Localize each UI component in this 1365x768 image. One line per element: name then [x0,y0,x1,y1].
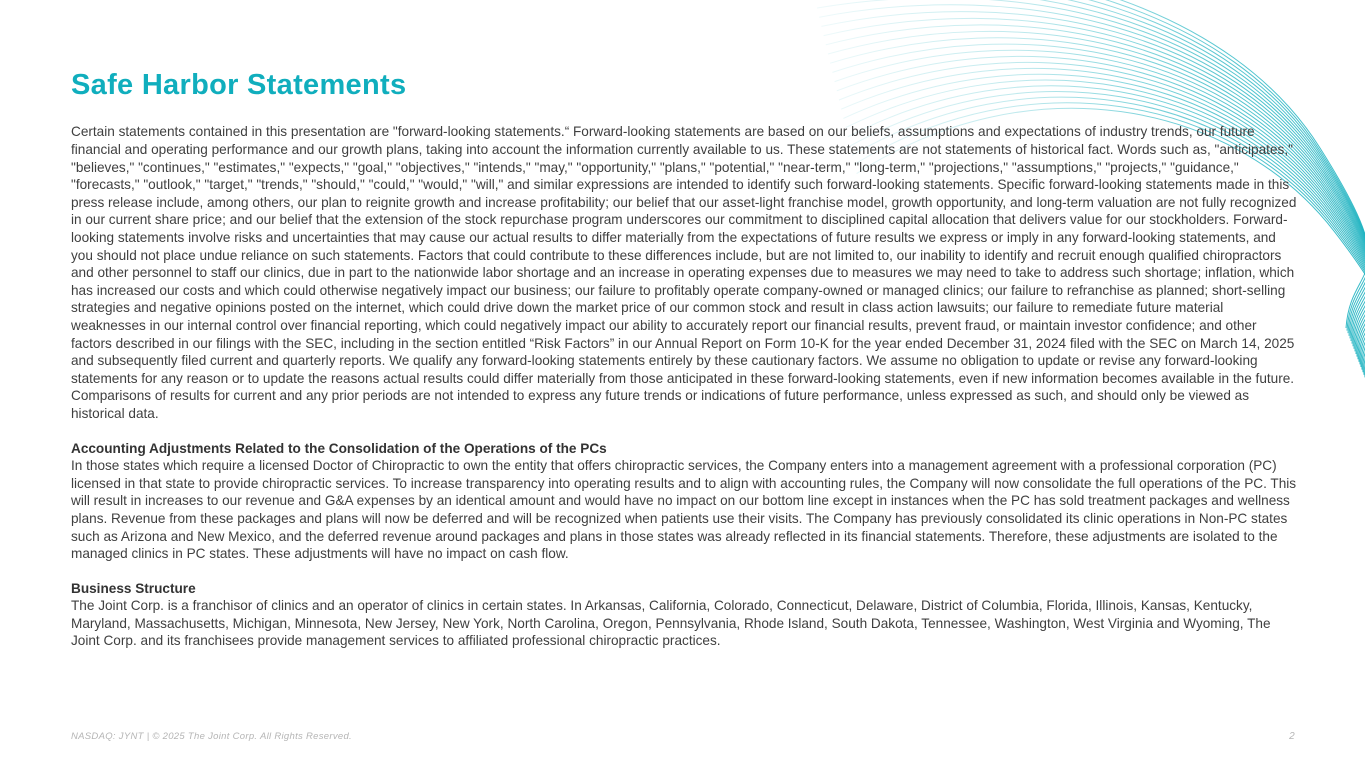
page-title: Safe Harbor Statements [71,69,407,101]
slide-content [71,70,1297,650]
safe-harbor-paragraph: Certain statements contained in this presentation are "forward-looking statements.“ Forward-looking statements are based on our beliefs, assumptions and expectations of industry trends, our future financial and operating performance and our growth plans, taking into account the information currently available to us. These statements are not statements of historical fact. Words such as, "anticipates," "believes," "continues," "estimates," "expects," "goal," "objectives," "intends," "may," "opportunity," "plans," "potential," "near-term," "long-term," "projections," "assumptions," "projects," "guidance," "forecasts," "outlook," "target," "trends," "should," "could," "would," "will," and similar expressions are intended to identify such forward-looking statements. Specific forward-looking statements made in this press release include, among others, our plan to reignite growth and increase profitability; our belief that our asset-light franchise model, growth opportunity, and long-term valuation are not fully recognized in our current share price; and our belief that the extension of the stock repurchase program underscores our commitment to disciplined capital allocation that delivers value for our stockholders. Forward-looking statements involve risks and uncertainties that may cause our actual results to differ materially from the expectations of future results we express or imply in any forward-looking statements, and you should not place undue reliance on such statements. Factors that could contribute to these differences include, but are not limited to, our inability to identify and recruit enough qualified chiropractors and other personnel to staff our clinics, due in part to the nationwide labor shortage and an increase in operating expenses due to measures we may need to take to address such shortage; inflation, which has increased our costs and which could otherwise negatively impact our business; our failure to profitably operate company-owned or managed clinics; our failure to refranchise as planned; short-selling strategies and negative opinions posted on the internet, which could drive down the market price of our common stock and result in class action lawsuits; our failure to remediate future material weaknesses in our internal control over financial reporting, which could negatively impact our ability to accurately report our financial results, prevent fraud, or maintain investor confidence; and other factors described in our filings with the SEC, including in the section entitled “Risk Factors” in our Annual Report on Form 10-K for the year ended December 31, 2024 filed with the SEC on March 14, 2025 and subsequently filed current and quarterly reports. We qualify any forward-looking statements entirely by these cautionary factors. We assume no obligation to update or revise any forward-looking statements for any reason or to update the reasons actual results could differ materially from those anticipated in these forward-looking statements, even if new information becomes available in the future. Comparisons of results for current and any prior periods are not intended to express any future trends or indications of future performance, unless expressed as such, and should only be viewed as historical data. [71,124,1297,421]
section-heading: Business Structure [71,580,196,596]
section-accounting-adjustments [71,440,1297,563]
page-number: 2 [1289,731,1295,742]
section-body: In those states which require a licensed Doctor of Chiropractic to own the entity that offers chiropractic services, the Company enters into a management agreement with a professional corporation (PC) licensed in that state to provide chiropractic services. To increase transparency into operating results and to align with accounting rules, the Company will now consolidate the full operations of the PC. This will result in increases to our revenue and G&A expenses by an identical amount and would have no impact on our bottom line except in instances when the PC has sold treatment packages and wellness plans. Revenue from these packages and plans will now be deferred and will be recognized when patients use their visits. The Company has previously consolidated its clinic operations in Non-PC states such as Arizona and New Mexico, and the deferred revenue around packages and plans in those states was already reflected in its financial statements. Therefore, these adjustments are isolated to the managed clinics in PC states. These adjustments will have no impact on cash flow. [71,458,1297,562]
ticker-copyright-text: NASDAQ: JYNT | © 2025 The Joint Corp. All Rights Reserved. [71,731,353,742]
section-body: The Joint Corp. is a franchisor of clinics and an operator of clinics in certain states. In Arkansas, California, Colorado, Connecticut, Delaware, District of Columbia, Florida, Illinois, Kansas, Kentucky, Maryland, Massachusetts, Michigan, Minnesota, New Jersey, New York, North Carolina, Oregon, Pennsylvania, Rhode Island, South Dakota, Tennessee, Washington, West Virginia and Wyoming, The Joint Corp. and its franchisees provide management services to affiliated professional chiropractic practices. [71,598,1271,649]
section-heading: Accounting Adjustments Related to the Consolidation of the Operations of the PCs [71,440,607,456]
section-business-structure [71,580,1297,650]
